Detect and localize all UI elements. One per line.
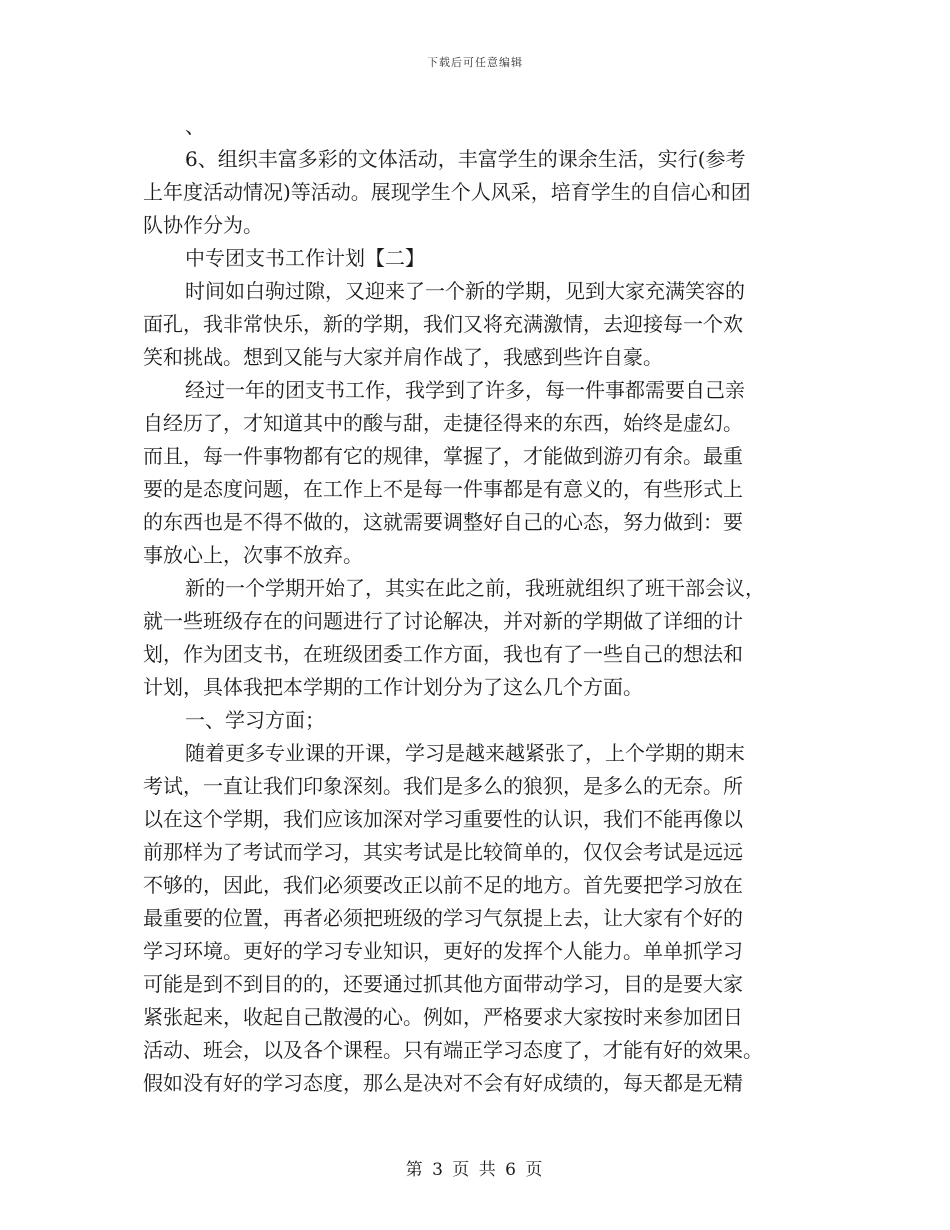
text-line: 随着更多专业课的开课，学习是越来越紧张了，上个学期的期末 [185, 741, 745, 765]
text-line: 新的一个学期开始了，其实在此之前，我班就组织了班干部会议， [185, 576, 765, 600]
text-line: 6、组织丰富多彩的文体活动，丰富学生的课余生活，实行(参考 [185, 147, 746, 171]
text-line: 要的是态度问题，在工作上不是每一件事都是有意义的，有些形式上 [143, 477, 743, 501]
text-line: 笑和挑战。想到又能与大家并肩作战了，我感到些许自豪。 [143, 345, 663, 369]
text-line: 考试，一直让我们印象深刻。我们是多么的狼狈，是多么的无奈。所 [143, 774, 743, 798]
text-line: 活动、班会，以及各个课程。只有端正学习态度了，才能有好的效果。 [143, 1038, 763, 1062]
text-line: 紧张起来，收起自己散漫的心。例如，严格要求大家按时来参加团日 [143, 1005, 743, 1029]
text-line: 学习环境。更好的学习专业知识，更好的发挥个人能力。单单抓学习 [143, 939, 743, 963]
text-line: 事放心上，次事不放弃。 [143, 543, 363, 567]
text-line: 、 [185, 114, 205, 138]
text-line: 一、学习方面； [185, 708, 325, 732]
document-body [143, 110, 808, 1100]
text-line: 自经历了，才知道其中的酸与甜，走捷径得来的东西，始终是虚幻。 [143, 411, 743, 435]
text-line: 前那样为了考试而学习，其实考试是比较简单的，仅仅会考试是远远 [143, 840, 743, 864]
text-line: 以在这个学期，我们应该加深对学习重要性的认识，我们不能再像以 [143, 807, 743, 831]
text-line: 假如没有好的学习态度，那么是决对不会有好成绩的，每天都是无精 [143, 1071, 743, 1095]
text-line: 面孔，我非常快乐，新的学期，我们又将充满激情，去迎接每一个欢 [143, 312, 743, 336]
page-footer: 第 3 页 共 6 页 [405, 1160, 545, 1180]
text-line: 经过一年的团支书工作，我学到了许多，每一件事都需要自己亲 [185, 378, 745, 402]
text-line: 划，作为团支书，在班级团委工作方面，我也有了一些自己的想法和 [143, 642, 743, 666]
text-line: 时间如白驹过隙，又迎来了一个新的学期，见到大家充满笑容的 [185, 279, 745, 303]
text-line: 可能是到不到目的的，还要通过抓其他方面带动学习，目的是要大家 [143, 972, 743, 996]
text-line: 而且，每一件事物都有它的规律，掌握了，才能做到游刃有余。最重 [143, 444, 743, 468]
page-header: 下载后可任意编辑 [427, 56, 523, 69]
text-line: 上年度活动情况)等活动。展现学生个人风采，培育学生的自信心和团 [143, 180, 751, 204]
text-line: 队协作分为。 [143, 213, 263, 237]
text-line: 就一些班级存在的问题进行了讨论解决，并对新的学期做了详细的计 [143, 609, 743, 633]
text-line: 的东西也是不得不做的，这就需要调整好自己的心态，努力做到：要 [143, 510, 743, 534]
text-line: 计划，具体我把本学期的工作计划分为了这么几个方面。 [143, 675, 643, 699]
text-line: 中专团支书工作计划【二】 [185, 246, 425, 270]
text-line: 不够的，因此，我们必须要改正以前不足的地方。首先要把学习放在 [143, 873, 743, 897]
text-line: 最重要的位置，再者必须把班级的学习气氛提上去，让大家有个好的 [143, 906, 743, 930]
